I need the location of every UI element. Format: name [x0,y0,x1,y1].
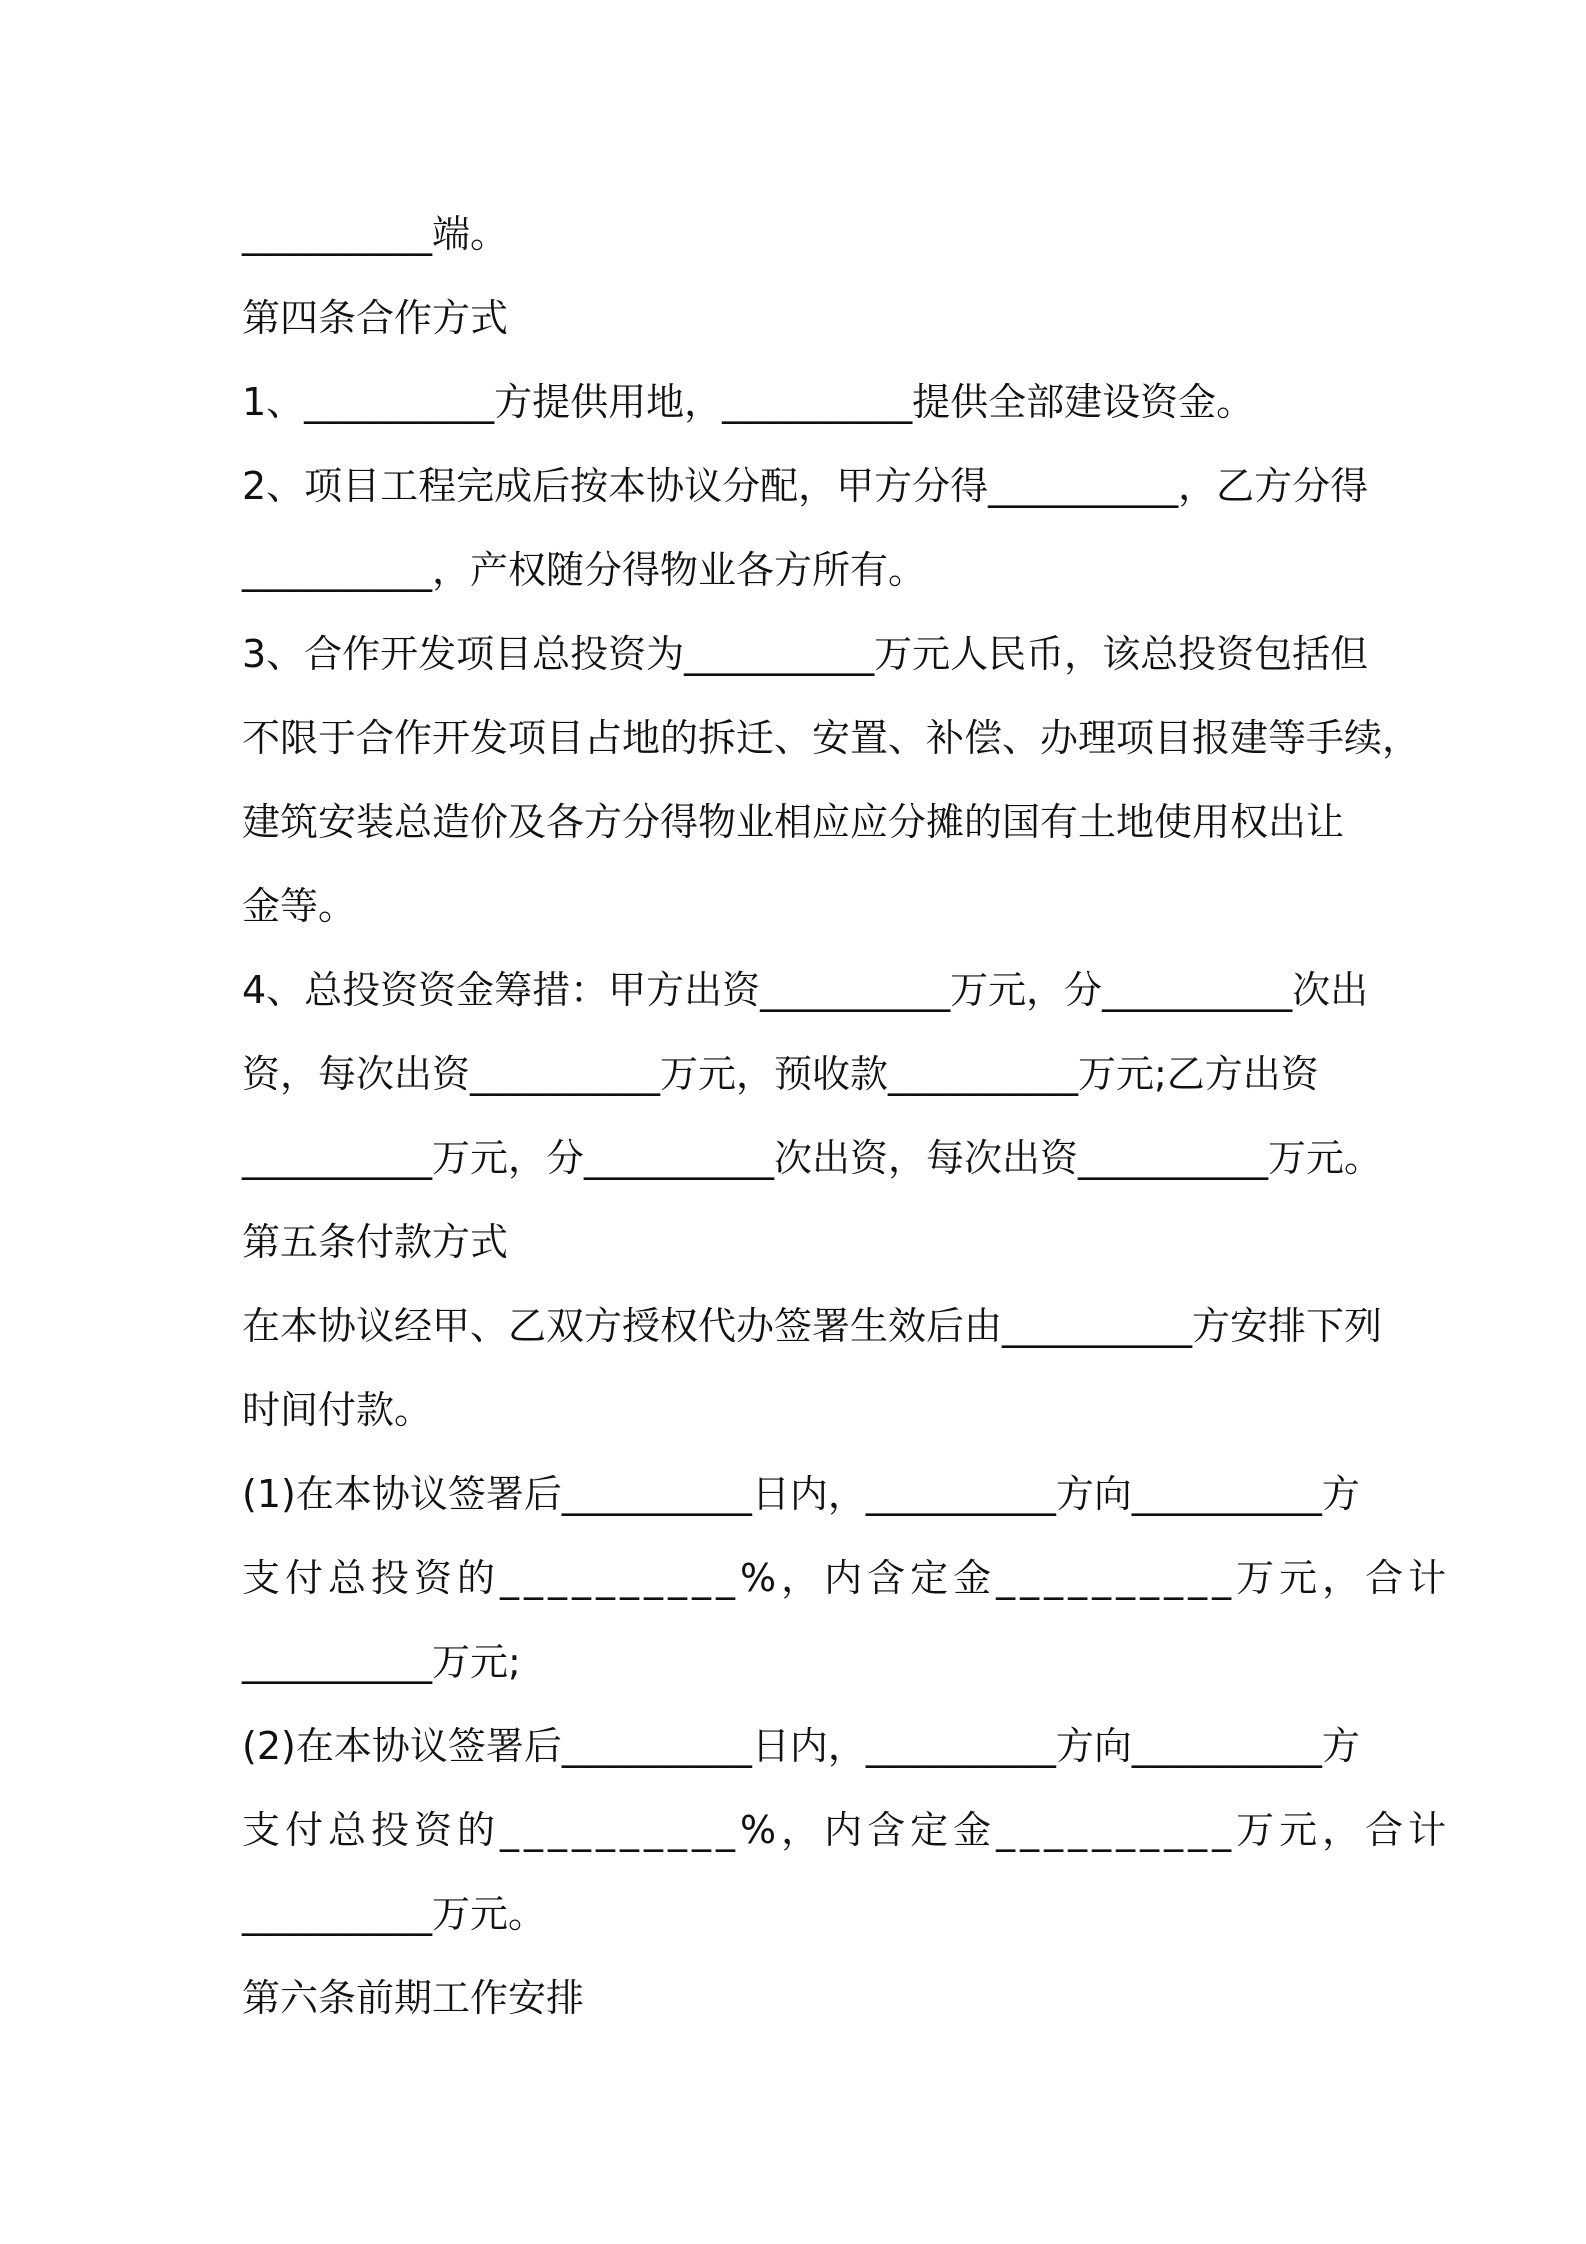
clause-4-3-line-2: 不限于合作开发项目占地的拆迁、安置、补偿、办理项目报建等手续， [242,716,1421,760]
payment-item-1-line-2: 支付总投资的__________%，内含定金__________万元，合计 [242,1556,1452,1600]
clause-4-1: 1、__________方提供用地，__________提供全部建设资金。 [242,380,1255,424]
clause-4-4-line-2: 资，每次出资__________万元，预收款__________万元;乙方出资 [242,1052,1319,1096]
clause-4-3-line-3: 建筑安装总造价及各方分得物业相应应分摊的国有土地使用权出让 [242,800,1345,844]
payment-item-1-line-1: (1)在本协议签署后__________日内，__________方向__________方 [242,1472,1360,1516]
clause-4-4-line-3: __________万元，分__________次出资，每次出资__________万元。 [242,1136,1383,1180]
text-line-blank-end: __________端。 [242,212,509,256]
section-heading-article-6: 第六条前期工作安排 [242,1976,585,2020]
clause-4-4-line-1: 4、总投资资金筹措：甲方出资__________万元，分__________次出 [242,968,1369,1012]
section-heading-article-4: 第四条合作方式 [242,296,509,340]
payment-item-2-line-3: __________万元。 [242,1892,547,1936]
clause-4-2-line-1: 2、项目工程完成后按本协议分配，甲方分得__________，乙方分得 [242,464,1369,508]
document-body [242,192,1452,2040]
clause-4-2-line-2: __________，产权随分得物业各方所有。 [242,548,927,592]
payment-item-2-line-2: 支付总投资的__________%，内含定金__________万元，合计 [242,1808,1452,1852]
clause-4-3-line-1: 3、合作开发项目总投资为__________万元人民币，该总投资包括但 [242,632,1369,676]
payment-item-1-line-3: __________万元; [242,1640,521,1684]
payment-intro-line-2: 时间付款。 [242,1388,433,1432]
payment-item-2-line-1: (2)在本协议签署后__________日内，__________方向__________方 [242,1724,1360,1768]
payment-intro-line-1: 在本协议经甲、乙双方授权代办签署生效后由__________方安排下列 [242,1304,1383,1348]
clause-4-3-line-4: 金等。 [242,884,357,928]
section-heading-article-5: 第五条付款方式 [242,1220,509,1264]
